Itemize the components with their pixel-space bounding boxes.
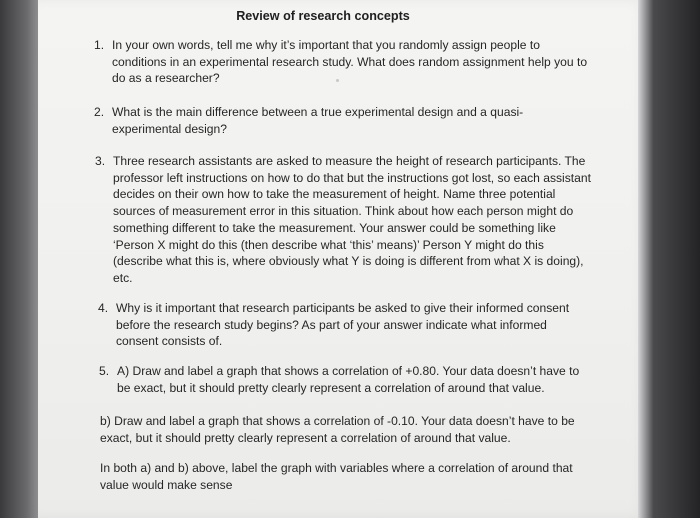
question-2-text: What is the main difference between a true experimental design and a quasi-experimental design? xyxy=(112,105,524,136)
question-5-part-b: b) Draw and label a graph that shows a correlation of -0.10. Your data doesn’t have to be exact, but it should pretty clearly represent a correlation of around that value. xyxy=(100,414,575,445)
question-4-number: 4. xyxy=(98,301,109,315)
question-3 xyxy=(95,153,595,287)
question-2-number: 2. xyxy=(94,105,105,119)
question-2 xyxy=(94,104,564,137)
question-3-number: 3. xyxy=(95,154,106,168)
question-4-text: Why is it important that research participants be asked to give their informed consent before the research study begins? As part of your answer indicate what informed consent consists of. xyxy=(116,301,570,349)
question-1-number: 1. xyxy=(94,38,105,52)
question-1 xyxy=(94,37,589,87)
background-right-edge xyxy=(638,0,700,518)
document-title: Review of research concepts xyxy=(236,9,410,23)
question-4 xyxy=(98,300,586,350)
question-1-text: In your own words, tell me why it’s important that you randomly assign people to conditions in an experimental research study. What does random assignment help you to do as a researcher? xyxy=(112,38,588,86)
question-3-text: Three research assistants are asked to measure the height of research participants. The professor left instructions on how to do that but the instructions got lost, so each assistant decides on their own how to take the measurement of height. Name three potential sources of measurement error in this situation. Think about how each person might do something different to take the measurement. Your answer could be something like ‘Person X might do this (then describe what ‘this’ means)’ Person Y might do this (describe what this is, where obviously what Y is doing is different from what X is doing), etc. xyxy=(113,154,591,285)
paper-smudge xyxy=(336,79,339,82)
closing-instruction: In both a) and b) above, label the graph with variables where a correlation of around that value would make sense xyxy=(100,461,573,492)
document-page xyxy=(38,0,648,518)
question-5 xyxy=(99,363,587,396)
question-5-number: 5. xyxy=(99,364,110,378)
background-left-edge xyxy=(0,0,38,518)
question-5-text: A) Draw and label a graph that shows a correlation of +0.80. Your data doesn’t have to be exact, but it should pretty clearly represent a correlation of around that value. xyxy=(117,364,580,395)
